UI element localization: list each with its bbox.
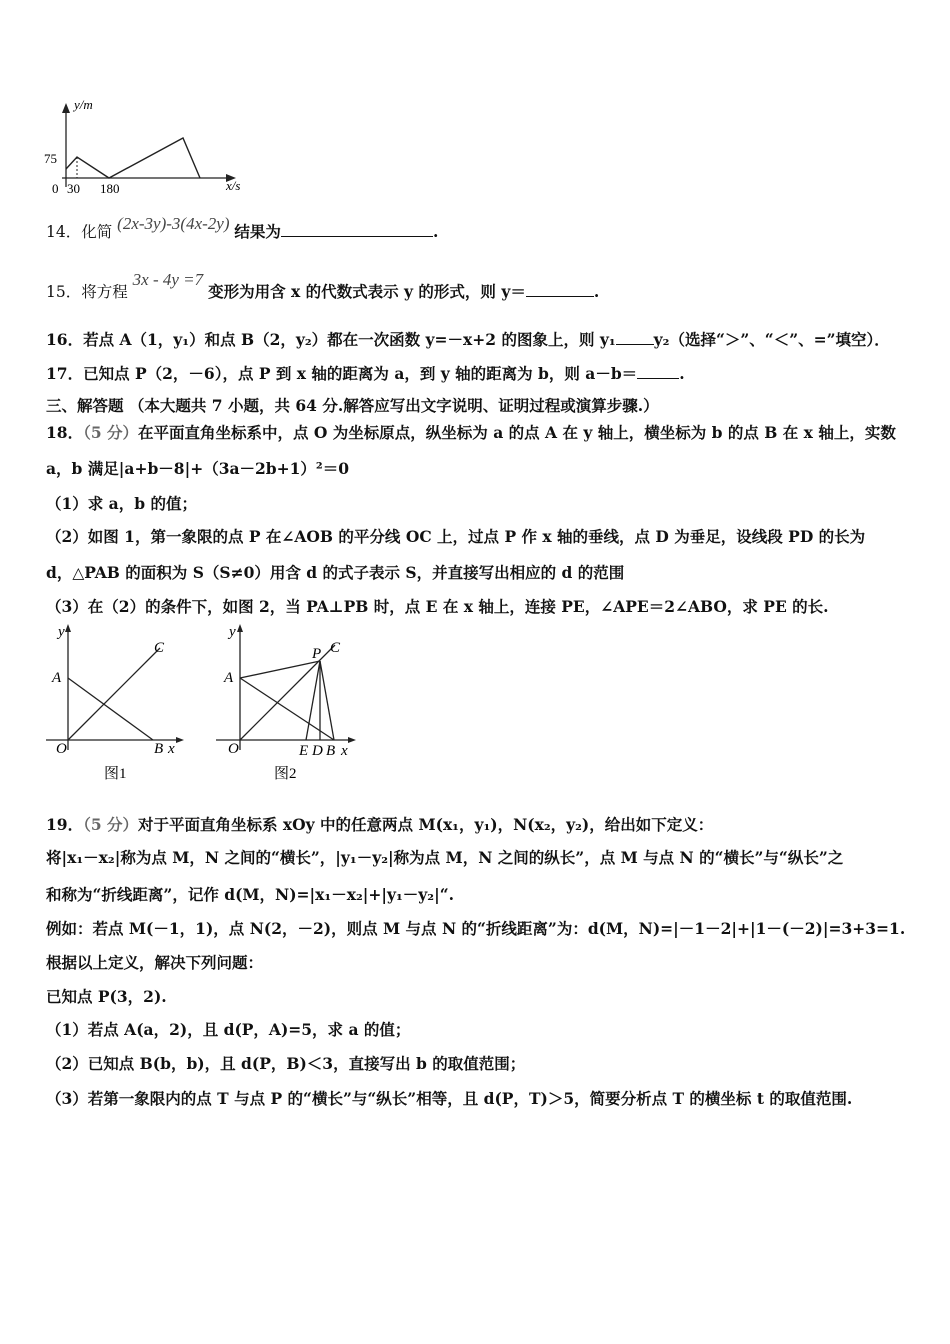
question-19-part-2: （2）已知点 B(b，b)，且 d(P，B)＜3，直接写出 b 的取值范围； xyxy=(46,1054,526,1073)
fig2-label-O: O xyxy=(228,741,239,757)
q16-text: 16．若点 A（1，y₁）和点 B（2，y₂）都在一次函数 y=－x+2 的图象上，则 y₁ xyxy=(46,330,616,349)
q18-number: 18． xyxy=(46,423,84,442)
q15-suffix: 变形为用含 x 的代数式表示 y 的形式，则 y＝ xyxy=(208,282,526,301)
question-18-part-1: （1）求 a，b 的值； xyxy=(46,494,197,513)
fig1-x-arrow xyxy=(176,737,184,743)
figure-2 xyxy=(210,618,370,783)
tick-0: 0 xyxy=(52,181,59,196)
section-3-title: 三、解答题 （本大题共 7 小题，共 64 分.解答应写出文字说明、证明过程或演算步骤.） xyxy=(46,396,659,415)
fig2-line-AP xyxy=(240,661,320,678)
question-16 xyxy=(46,330,890,350)
tick-30: 30 xyxy=(67,181,80,196)
fig1-label-O: O xyxy=(56,741,67,757)
q16-answer-blank[interactable] xyxy=(616,330,654,345)
q18-score: （5 分） xyxy=(83,423,139,442)
q19-score: （5 分） xyxy=(83,815,139,834)
question-19-part-3: （3）若第一象限内的点 T 与点 P 的“横长”与“纵长”相等，且 d(P，T)＞5，简要分析点 T 的横坐标 t 的取值范围. xyxy=(46,1089,853,1108)
question-18-line-1 xyxy=(46,423,896,443)
q19-stem-1: 对于平面直角坐标系 xOy 中的任意两点 M(x₁，y₁)，N(x₂，y₂)，给出如下定义： xyxy=(138,815,714,834)
question-19-line-3: 和称为“折线距离”，记作 d(M，N)=|x₁－x₂|+|y₁－y₂|“. xyxy=(46,885,455,904)
q14-answer-blank[interactable] xyxy=(281,222,433,237)
question-14 xyxy=(46,214,439,242)
question-19-line-2: 将|x₁－x₂|称为点 M，N 之间的“横长”，|y₁－y₂|称为点 M，N 之间的纵长”，点 M 与点 N 的“横长”与“纵长”之 xyxy=(46,848,844,867)
q14-prefix: 14．化简 xyxy=(46,223,113,241)
question-18-line-2: a，b 满足|a+b－8|+（3a－2b+1）²＝0 xyxy=(46,459,349,478)
y-axis-label: y/m xyxy=(74,97,93,112)
question-19-line-5: 根据以上定义，解决下列问题： xyxy=(46,953,264,972)
q15-prefix: 15．将方程 xyxy=(46,283,128,301)
tick-75: 75 xyxy=(44,151,57,166)
fig1-label-y: y xyxy=(58,624,65,640)
q16-choices: y₂（选择“＞”、“＜”、=”填空）． xyxy=(653,330,890,349)
fig2-label-D: D xyxy=(312,743,323,759)
y-axis-arrow xyxy=(62,103,70,113)
question-15 xyxy=(46,270,600,302)
question-18-part-2a: （2）如图 1，第一象限的点 P 在∠AOB 的平分线 OC 上，过点 P 作 x 轴的垂线，点 D 为垂足，设线段 PD 的长为 xyxy=(46,527,866,546)
figure-1 xyxy=(40,618,190,783)
q14-expression: (2x-3y)-3(4x-2y) xyxy=(117,214,230,233)
fig1-y-arrow xyxy=(65,624,71,632)
x-axis-label: x/s xyxy=(226,178,241,193)
q14-end: . xyxy=(432,222,439,241)
fig2-label-y: y xyxy=(229,624,236,640)
q19-number: 19． xyxy=(46,815,84,834)
distance-time-graph xyxy=(40,95,260,205)
q15-expression: 3x - 4y =7 xyxy=(132,270,204,289)
question-19-line-1 xyxy=(46,815,713,835)
question-19-line-6: 已知点 P(3，2). xyxy=(46,987,167,1006)
question-19-line-4: 例如：若点 M(－1，1)，点 N(2，－2)，则点 M 与点 N 的“折线距离”为：d(M，N)=|－1－2|+|1－(－2)|=3+3=1. xyxy=(46,919,906,938)
fig2-label-E: E xyxy=(299,743,309,759)
q18-stem-1: 在平面直角坐标系中，点 O 为坐标原点，纵坐标为 a 的点 A 在 y 轴上，横坐标为 b 的点 B 在 x 轴上，实数 xyxy=(138,423,896,442)
q14-suffix: 结果为 xyxy=(234,222,281,241)
fig2-label-x: x xyxy=(341,743,348,759)
graph-line xyxy=(66,138,200,178)
fig2-label-P: P xyxy=(312,646,322,662)
fig2-line-PE xyxy=(306,661,320,740)
q17-answer-blank[interactable] xyxy=(637,364,679,379)
fig1-label-B: B xyxy=(154,741,164,757)
fig1-line-OC xyxy=(68,648,160,740)
fig2-caption: 图2 xyxy=(274,766,297,782)
fig2-y-arrow xyxy=(237,624,243,632)
q17-end: . xyxy=(679,364,685,383)
question-17 xyxy=(46,364,685,384)
question-18-part-3: （3）在（2）的条件下，如图 2，当 PA⊥PB 时，点 E 在 x 轴上，连接 PE，∠APE＝2∠ABO，求 PE 的长. xyxy=(46,597,829,616)
fig2-x-arrow xyxy=(348,737,356,743)
q15-answer-blank[interactable] xyxy=(526,282,594,297)
question-18-part-2b: d，△PAB 的面积为 S（S≠0）用含 d 的式子表示 S，并直接写出相应的 d 的范围 xyxy=(46,563,625,582)
fig2-line-PB xyxy=(320,661,334,740)
fig1-label-C: C xyxy=(154,640,165,656)
fig2-label-C: C xyxy=(330,640,341,656)
fig1-label-x: x xyxy=(168,741,175,757)
q17-text: 17．已知点 P（2，－6），点 P 到 x 轴的距离为 a，到 y 轴的距离为 b，则 a－b＝ xyxy=(46,364,638,383)
tick-180: 180 xyxy=(100,181,120,196)
q15-end: . xyxy=(593,282,600,301)
question-19-part-1: （1）若点 A(a，2)，且 d(P，A)=5，求 a 的值； xyxy=(46,1020,411,1039)
fig1-label-A: A xyxy=(52,670,62,686)
fig1-caption: 图1 xyxy=(104,766,127,782)
fig1-line-AB xyxy=(68,678,153,740)
fig2-label-B: B xyxy=(326,743,336,759)
fig2-label-A: A xyxy=(224,670,234,686)
